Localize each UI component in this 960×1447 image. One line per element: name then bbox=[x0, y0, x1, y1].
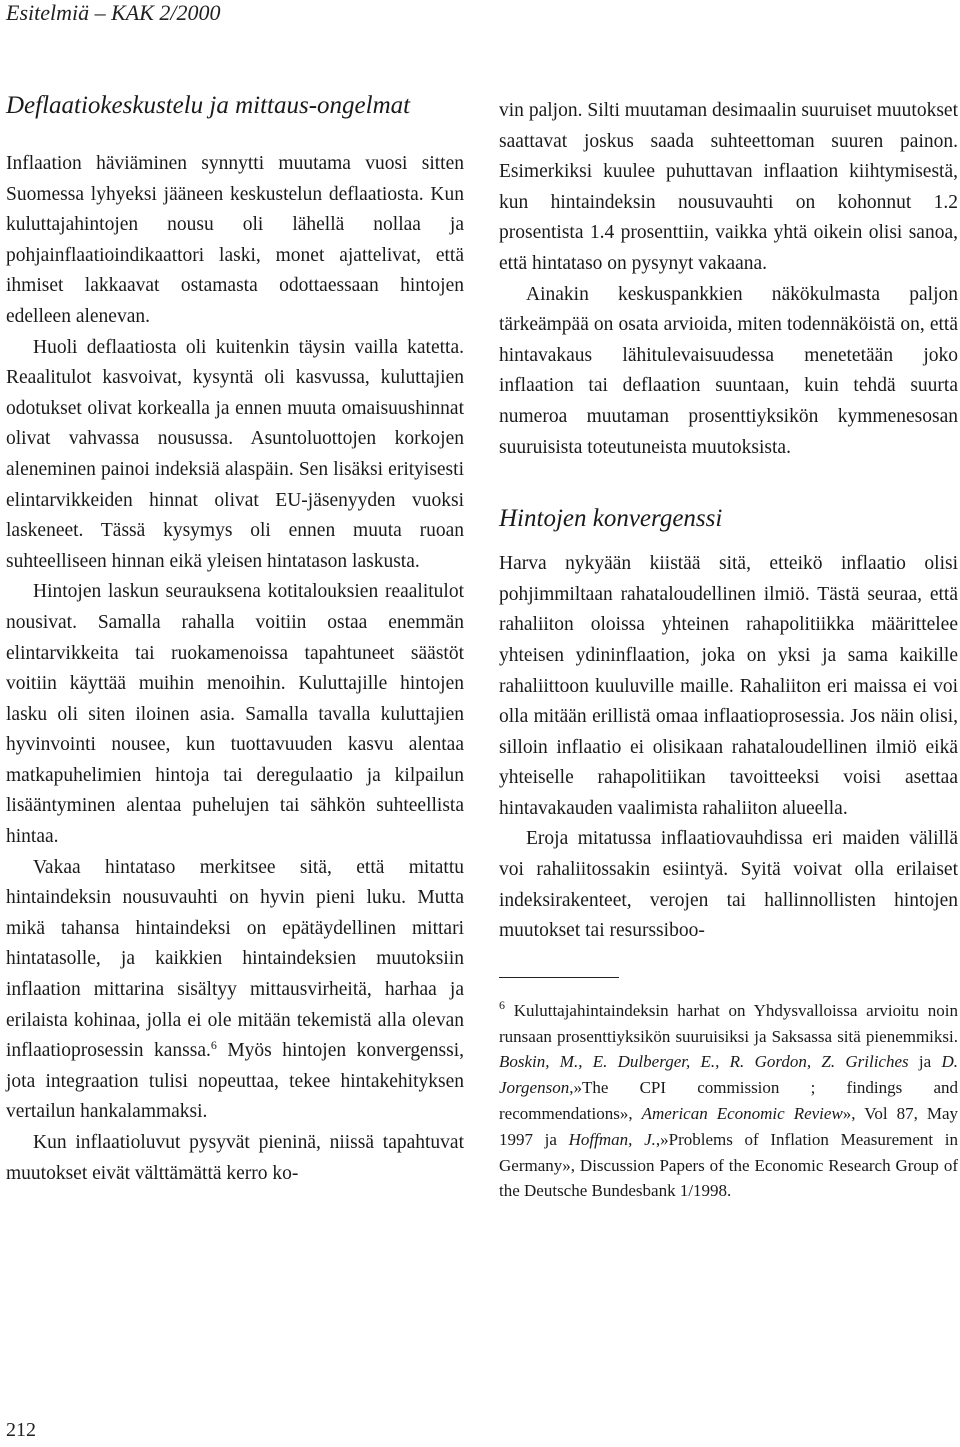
paragraph: Inflaation häviäminen synnytti muutama vuosi sitten Suomessa lyhyeksi jääneen keskustelun deflaatiosta. Kun kuluttajahintojen nousu oli lähellä nollaa ja pohjainflaatioindikaattori laski, monet ajattelivat, että ihmiset lakkaavat ostamasta odottaessaan hintojen edelleen alenevan. bbox=[6, 153, 464, 327]
paragraph: Hintojen laskun seurauksena kotitalouksien reaalitulot nousivat. Samalla rahalla voitiin ostaa enemmän elintarvikkeita tai ruokamenoissa tapahtuneet säästöt voitiin käyttää muihin menoihin. Kuluttajille hintojen lasku oli siten iloinen asia. Samalla tavalla kuluttajien hyvinvointi nousee, kun tuottavuuden kasvu alentaa matkapuhelimien hintoja tai deregulaatio ja kilpailun lisääntyminen alentaa puhelujen tai sähkön suhteellista hintaa. bbox=[6, 581, 464, 848]
section-heading-deflation: Deflaatiokeskustelu ja mittaus-ongelmat bbox=[6, 92, 411, 119]
paragraph: Vakaa hintataso merkitsee sitä, että mitattu hintaindeksin nousuvauhti on hyvin pieni luku. Mutta mikä tahansa hintaindeksi on epätäydellinen mittari hintatasolle, ja kaikkien hintaindeksien muutoksiin inflaation mittarina sisältyy mittausvirheitä, harhaa ja erilaista kohinaa, jolla ei ole mitään tekemistä alla olevan inflaatioprosessin kanssa.$^6$ Myös hintojen konvergenssi, jota integraation tulisi nopeuttaa, tekee hintakehityksen vertailun hankalammaksi. bbox=[6, 856, 464, 1123]
right-column bbox=[499, 96, 958, 1204]
paragraph: Huoli deflaatiosta oli kuitenkin täysin vailla katetta. Reaalitulot kasvoivat, kysyntä oli kasvussa, kuluttajien odotukset olivat korkealla ja ennen muuta omaisuushinnat olivat vahvassa nousussa. Asuntoluottojen korkojen aleneminen painoi indeksiä alaspäin. Sen lisäksi erityisesti elintarvikkeiden hinnat olivat EU-jäsenyyden vuoksi laskeneet. Tässä kysymys oli ennen muuta ruoan suhteelliseen hinnan eikä yleisen hintatason laskusta. bbox=[6, 336, 464, 572]
section-heading-convergence: Hintojen konvergenssi bbox=[499, 505, 723, 533]
footnote-divider bbox=[499, 977, 619, 978]
footnote: $^6$ Kuluttajahintaindeksin harhat on Yhdysvalloissa arvioitu noin runsaan prosenttiyksikön suuruisiksi ja Saksassa sitä pienemmiksi. Boskin, M., E. Dulberger, E., R. Gordon, Z. Griliches ja D. Jorgenson,»The CPI commission ; findings and recommendations», American Economic Review», Vol 87, May 1997 ja Hoffman, J.,»Problems of Inflation Measurement in Germany», Discussion Papers of the Economic Research Group of the Deutsche Bundesbank 1/1998. bbox=[499, 997, 959, 1201]
paragraph: Harva nykyään kiistää sitä, etteikö inflaatio olisi pohjimmiltaan rahataloudellinen ilmiö. Tästä seuraa, että rahaliiton oloissa yhteinen rahapolitiikka määrittelee yhteisen ydininflaation, joka on yksi ja sama kaikille rahaliittoon kuuluville maille. Rahaliiton eri maissa ei voi olla mitään erillistä omaa inflaatioprosessia. Jos näin olisi, silloin inflaatio ei olisikaan rahataloudellinen ilmiö eikä yhteiselle rahapolitiikan tavoitteeksi voisi asettaa hintavakauden vaalimista rahaliiton alueella. bbox=[499, 553, 958, 819]
page-number: 212 bbox=[6, 1419, 36, 1441]
footnote-number: 6 bbox=[499, 997, 505, 1012]
running-head: Esitelmiä – KAK 2/2000 bbox=[6, 0, 221, 25]
left-column bbox=[6, 90, 464, 1189]
paragraph: vin paljon. Silti muutaman desimaalin suuruiset muutokset saattavat joskus saada suhteettoman suuren painon. Esimerkiksi kuulee puhuttavan inflaation kiihtymisestä, kun hintaindeksin nousuvauhti on kohonnut 1.2 prosentista 1.4 prosenttiin, vaikka yhtä oikein olisi sanoa, että hintataso on pysynyt vakaana. bbox=[499, 100, 958, 274]
paragraph: Kun inflaatioluvut pysyvät pieninä, niissä tapahtuvat muutokset eivät välttämättä kerro ko- bbox=[6, 1132, 464, 1184]
footnote-ref[interactable]: 6 bbox=[210, 1038, 217, 1053]
paragraph: Ainakin keskuspankkien näkökulmasta paljon tärkeämpää on osata arvioida, miten todennäköistä on, että hintavakaus lähitulevaisuudessa menetetään joko inflaation tai deflaation suuntaan, kuin tehdä suurta numeroa muutaman prosenttiyksikön kymmenesosan suuruisista toteutuneista muutoksista. bbox=[499, 283, 958, 458]
paragraph: Eroja mitatussa inflaatiovauhdissa eri maiden välillä voi rahaliitossakin esiintyä. Syitä voivat olla erilaiset indeksirakenteet, verojen tai hallinnollisten hintojen muutokset tai resurssiboo- bbox=[499, 828, 958, 942]
